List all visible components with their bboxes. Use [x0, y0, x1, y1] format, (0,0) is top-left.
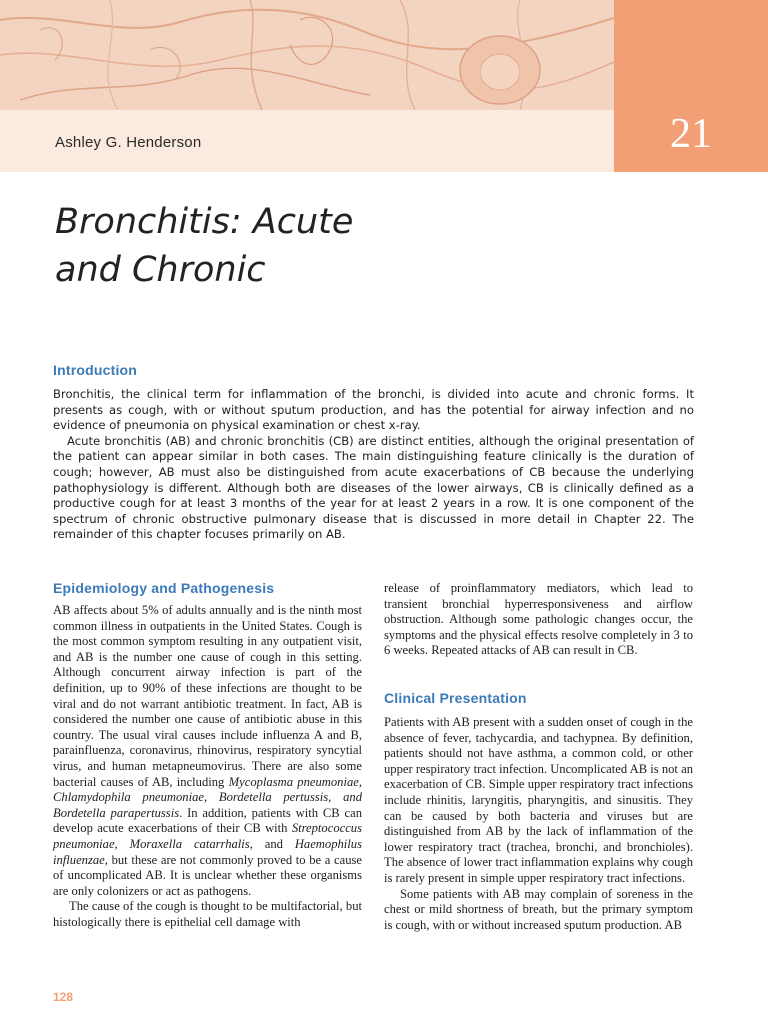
- chapter-title: [55, 198, 575, 294]
- organism-names: Mycoplasma pneumoniae, Chlamydophila pneumoniae, Bordetella pertussis, and Bordetella parapertussis: [53, 774, 362, 820]
- chapter-title-line-1: Bronchitis: Acute: [55, 202, 354, 242]
- introduction-paragraph: Bronchitis, the clinical term for inflammation of the bronchi, is divided into acute and chronic forms. It presents as cough, with or without sputum production, and has the potential for airway infection and no evidence of pneumonia on physical examination or chest x-ray.: [53, 387, 694, 433]
- clinical-presentation-heading: Clinical Presentation: [384, 690, 527, 706]
- chapter-number: 21: [670, 111, 712, 157]
- epidemiology-paragraph: [53, 603, 362, 899]
- organism-names: Haemophilus influenzae: [53, 836, 362, 867]
- chapter-number-box: [614, 0, 768, 172]
- clinical-paragraph: Patients with AB present with a sudden onset of cough in the absence of fever, tachycardia, and tachypnea. By definition, patients should not have asthma, a common cold, or other upper respiratory tract infection. Uncomplicated AB is not an exacerbation of CB. Simple upper respiratory tract infections include rhinitis, laryngitis, pharyngitis, and sinusitis. They can be caused by both bacteria and viruses but are distinguished from AB by the lack of inflammation of the lower respiratory tract (trachea, bronchi, and bronchioles). The absence of lower tract inflammation explains why cough is rarely present in simple upper respiratory tract infections.: [384, 715, 693, 885]
- author-name: Ashley G. Henderson: [55, 134, 202, 151]
- epidemiology-body: [53, 603, 362, 930]
- epidemiology-continued: [384, 581, 693, 659]
- epidemiology-paragraph: release of proinflammatory mediators, which lead to transient bronchial hyperresponsiveness and airflow obstruction. Although some pathologic changes occur, the symptoms and the physical effects resolve completely in 3 to 6 weeks. Repeated attacks of AB can result in CB.: [384, 581, 693, 658]
- text-run: , but these are not commonly proved to be a cause of uncomplicated AB. It is unclear whether these organisms are only colonizers or act as pathogens.: [53, 852, 362, 898]
- chapter-title-line-2: and Chronic: [55, 250, 266, 290]
- anatomical-illustration: [0, 0, 614, 110]
- text-run: , and: [249, 836, 295, 851]
- epidemiology-heading: Epidemiology and Pathogenesis: [53, 580, 275, 596]
- clinical-presentation-body: [384, 715, 693, 933]
- introduction-body: [53, 387, 694, 543]
- epidemiology-paragraph: The cause of the cough is thought to be multifactorial, but histologically there is epithelial cell damage with: [53, 899, 362, 929]
- introduction-heading: Introduction: [53, 362, 138, 378]
- organism-names: Streptococcus pneumoniae, Moraxella catarrhalis: [53, 821, 362, 851]
- header-banner: [0, 0, 768, 172]
- clinical-paragraph: Some patients with AB may complain of soreness in the chest or mild shortness of breath, but the primary symptom is cough, with or without increased sputum production. AB: [384, 886, 693, 932]
- text-run: . In addition, patients with CB can develop acute exacerbations of their CB with: [53, 805, 362, 836]
- introduction-paragraph: Acute bronchitis (AB) and chronic bronchitis (CB) are distinct entities, although the original presentation of the patient can appear similar in both cases. The main distinguishing feature clinically is the duration of cough; however, AB must also be distinguished from acute exacerbations of CB because the underlying pathophysiology is different. Although both are diseases of the lower airways, CB is clinically defined as a productive cough for at least 3 months of the year for at least 2 years in a row. It is one component of the spectrum of chronic obstructive pulmonary disease that is discussed in more detail in Chapter 22. The remainder of this chapter focuses primarily on AB.: [53, 433, 694, 542]
- text-run: AB affects about 5% of adults annually and is the ninth most common illness in outpatients in the United States. Cough is the most common symptom resulting in any outpatient visit, and AB is the number one cause of cough in this setting. Although concurrent airway infection is part of the definition, up to 90% of these infections are thought to be viral and do not warrant antibiotic treatment. In fact, AB is considered the number one cause of antibiotic abuse in this country. The usual viral causes include influenza A and B, parainfluenza, coronavirus, rhinovirus, respiratory syncytial virus, and human metapneumovirus. There are also some bacterial causes of AB, including: [53, 603, 362, 789]
- page-number: 128: [53, 990, 74, 1004]
